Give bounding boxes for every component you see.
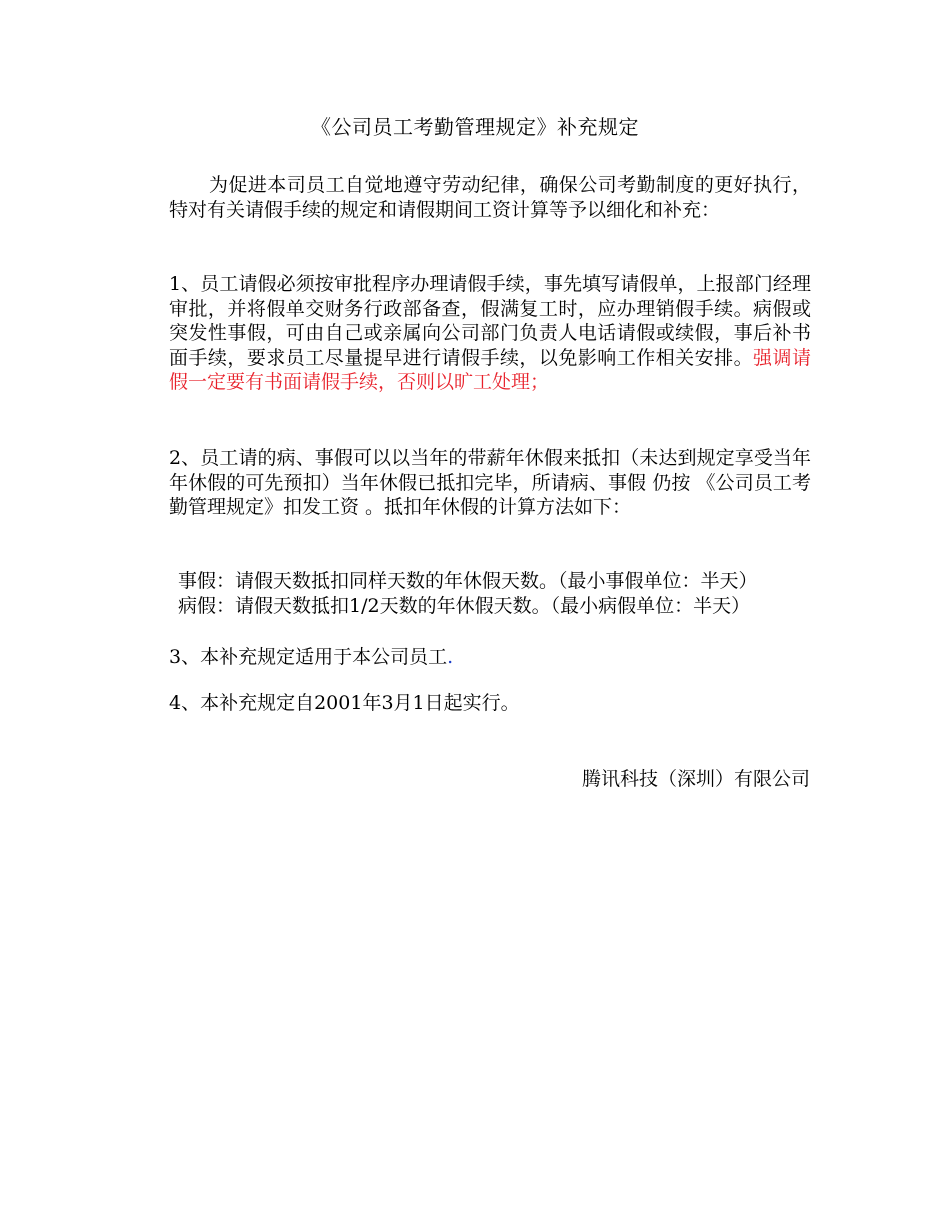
personal-leave-rule: 事假：请假天数抵扣同样天数的年休假天数。（最小事假单位：半天） bbox=[178, 570, 758, 592]
sick-leave-rule: 病假：请假天数抵扣1/2天数的年休假天数。（最小病假单位：半天） bbox=[178, 595, 751, 617]
clause-3-paragraph bbox=[169, 645, 811, 670]
clause-1-text: 1、员工请假必须按审批程序办理请假手续，事先填写请假单，上报部门经理审批，并将假单交财务行政部备查，假满复工时，应办理销假手续。病假或突发性事假，可由自己或亲属向公司部门负责人电话请假或续假，事后补书面手续，要求员工尽量提早进行请假手续，以免影响工作相关安排。 bbox=[169, 273, 811, 369]
clause-1-paragraph bbox=[169, 272, 811, 395]
intro-paragraph: 为促进本司员工自觉地遵守劳动纪律，确保公司考勤制度的更好执行，特对有关请假手续的规定和请假期间工资计算等予以细化和补充： bbox=[169, 174, 811, 221]
clause-3-period: . bbox=[447, 646, 454, 668]
clause-1-emphasis: 强调请假一定要有书面请假手续，否则以旷工处理； bbox=[169, 346, 811, 393]
clause-2-paragraph: 2、员工请的病、事假可以以当年的带薪年休假来抵扣（未达到规定享受当年年休假的可先预扣）当年休假已抵扣完毕，所请病、事假 仍按 《公司员工考勤管理规定》扣发工资 。抵扣年休假的计算方法如下： bbox=[169, 447, 811, 518]
document-title: 《公司员工考勤管理规定》补充规定 bbox=[311, 115, 639, 139]
clause-3-text: 3、本补充规定适用于本公司员工 bbox=[169, 646, 448, 668]
clause-4-paragraph: 4、本补充规定自2001年3月1日起实行。 bbox=[169, 692, 520, 714]
company-signature: 腾讯科技（深圳）有限公司 bbox=[581, 768, 810, 790]
